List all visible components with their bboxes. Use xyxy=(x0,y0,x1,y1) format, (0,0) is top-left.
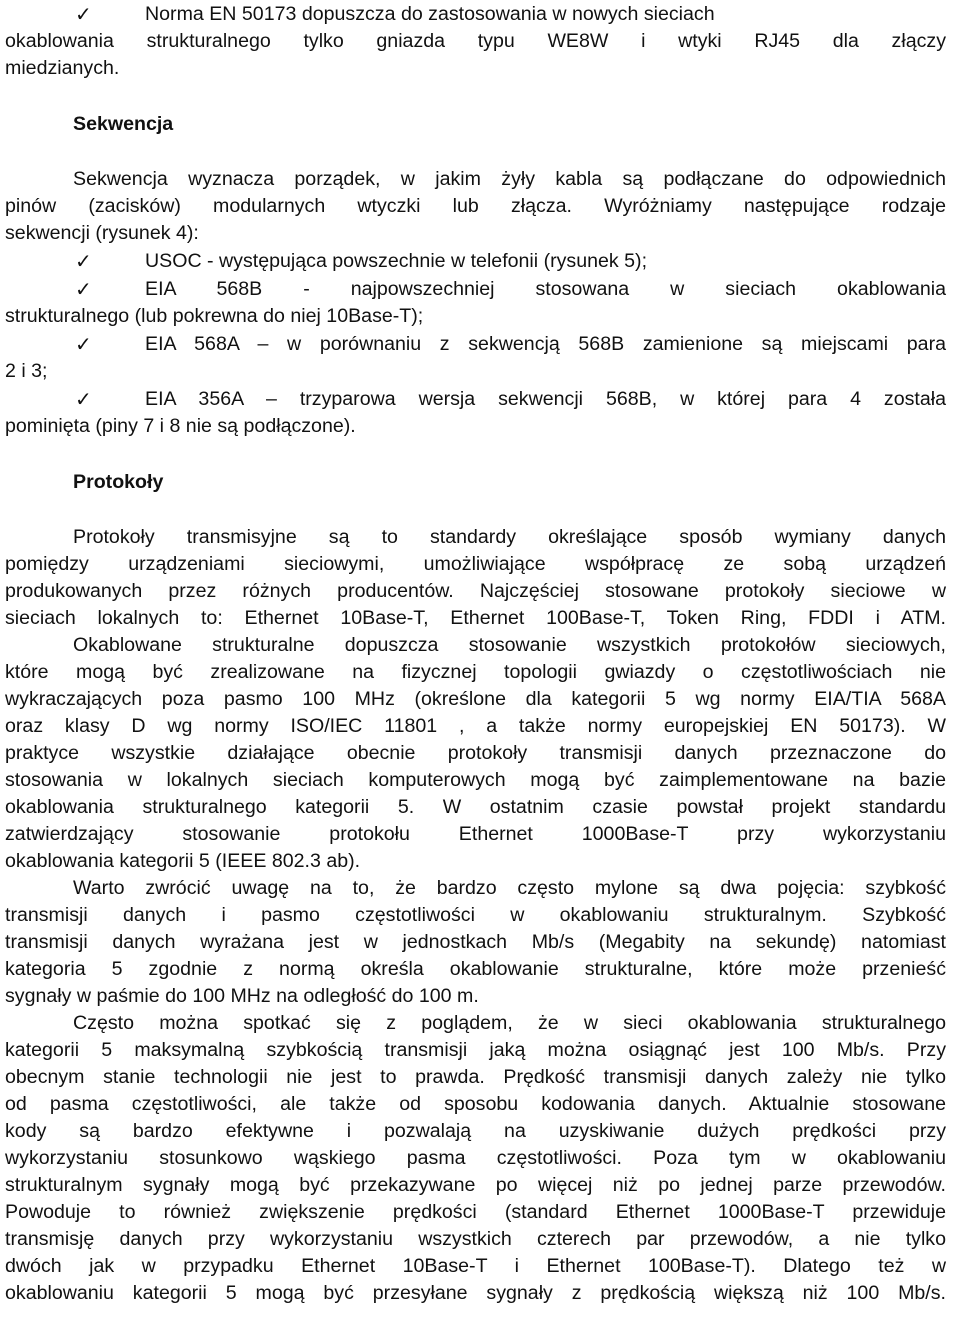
paragraph-line: dwóch jak w przypadku Ethernet 10Base-T i Ethernet 100Base-T). Dlatego też w xyxy=(5,1255,946,1277)
check-mark-icon: ✓ xyxy=(75,387,92,411)
paragraph-line: produkowanych przez różnych producentów. Najczęściej stosowane protokoły sieciowe w xyxy=(5,580,946,602)
intro-text-line: okablowania strukturalnego tylko gniazda typu WE8W i wtyki RJ45 dla złączy xyxy=(5,30,946,52)
paragraph-line: transmisji danych i pasmo częstotliwości w okablowaniu strukturalnym. Szybkość xyxy=(5,904,946,926)
paragraph-line: kody są bardzo efektywne i pozwalają na uzyskiwanie dużych prędkości przy xyxy=(5,1120,946,1142)
paragraph-line: stosowania w lokalnych sieciach komputerowych mogą być zaimplementowane na bazie xyxy=(5,769,946,791)
paragraph-line: Warto zwrócić uwagę na to, że bardzo często mylone są dwa pojęcia: szybkość xyxy=(73,877,946,899)
paragraph-line: oraz klasy D wg normy ISO/IEC 11801 , a także normy europejskiej EN 50173). W xyxy=(5,715,946,737)
bullet-continuation: strukturalnego (lub pokrewna do niej 10Base-T); xyxy=(5,305,424,327)
check-mark-icon: ✓ xyxy=(75,332,92,356)
paragraph-line: sekwencji (rysunek 4): xyxy=(5,222,199,244)
bullet-eia-568a: EIA 568A – w porównaniu z sekwencją 568B zamienione są miejscami para xyxy=(145,333,946,355)
paragraph-line: sieciach lokalnych to: Ethernet 10Base-T, Ethernet 100Base-T, Token Ring, FDDI i ATM. xyxy=(5,607,946,629)
paragraph-line: strukturalnym sygnały mogą być przekazywane po więcej niż po jednej parze przewodów. xyxy=(5,1174,946,1196)
bullet-continuation: 2 i 3; xyxy=(5,360,48,382)
paragraph-line: okablowania strukturalnego kategorii 5. W ostatnim czasie powstał projekt standardu xyxy=(5,796,946,818)
paragraph-line: transmisję danych przy wykorzystaniu wszystkich czterech par przewodów, a nie tylko xyxy=(5,1228,946,1250)
check-mark-icon: ✓ xyxy=(75,2,92,26)
intro-text-line: miedzianych. xyxy=(5,57,120,79)
paragraph-line: kategoria 5 zgodnie z normą określa okablowanie strukturalne, które może przenieść xyxy=(5,958,946,980)
section-heading-protokoly: Protokoły xyxy=(73,471,164,493)
bullet-eia-568b: EIA 568B - najpowszechniej stosowana w sieciach okablowania xyxy=(145,278,946,300)
paragraph-line: okablowaniu kategorii 5 mogą być przesyłane sygnały z prędkością większą niż 100 Mb/s. xyxy=(5,1282,946,1304)
paragraph-line: wykraczających poza pasmo 100 MHz (określone dla kategorii 5 wg normy EIA/TIA 568A xyxy=(5,688,946,710)
paragraph-line: kategorii 5 maksymalną szybkością transmisji jaką można osiągnąć jest 100 Mb/s. Przy xyxy=(5,1039,946,1061)
paragraph-line: obecnym stanie technologii nie jest to prawda. Prędkość transmisji danych zależy nie tylko xyxy=(5,1066,946,1088)
bullet-continuation: pominięta (piny 7 i 8 nie są podłączone). xyxy=(5,415,356,437)
paragraph-line: Okablowane strukturalne dopuszcza stosowanie wszystkich protokołów sieciowych, xyxy=(73,634,946,656)
paragraph-line: sygnały w paśmie do 100 MHz na odległość do 100 m. xyxy=(5,985,479,1007)
bullet-eia-356a: EIA 356A – trzyparowa wersja sekwencji 568B, w której para 4 została xyxy=(145,388,946,410)
paragraph-line: wykorzystaniu stosunkowo wąskiego pasma częstotliwości. Poza tym w okablowaniu xyxy=(5,1147,946,1169)
paragraph-line: które mogą być zrealizowane na fizycznej topologii gwiazdy o częstotliwościach nie xyxy=(5,661,946,683)
paragraph-line: Sekwencja wyznacza porządek, w jakim żyły kabla są podłączane do odpowiednich xyxy=(73,168,946,190)
check-mark-icon: ✓ xyxy=(75,249,92,273)
paragraph-line: zatwierdzający stosowanie protokołu Ethernet 1000Base-T przy wykorzystaniu xyxy=(5,823,946,845)
bullet-usoc: USOC - występująca powszechnie w telefonii (rysunek 5); xyxy=(145,250,648,272)
paragraph-line: okablowania kategorii 5 (IEEE 802.3 ab). xyxy=(5,850,361,872)
paragraph-line: pinów (zacisków) modularnych wtyczki lub złącza. Wyróżniamy następujące rodzaje xyxy=(5,195,946,217)
paragraph-line: Często można spotkać się z poglądem, że w sieci okablowania strukturalnego xyxy=(73,1012,946,1034)
paragraph-line: praktyce wszystkie działające obecnie protokoły transmisji danych przeznaczone do xyxy=(5,742,946,764)
paragraph-line: Powoduje to również zwiększenie prędkości (standard Ethernet 1000Base-T przewiduje xyxy=(5,1201,946,1223)
paragraph-line: Protokoły transmisyjne są to standardy określające sposób wymiany danych xyxy=(73,526,946,548)
section-heading-sekwencja: Sekwencja xyxy=(73,113,174,135)
paragraph-line: pomiędzy urządzeniami sieciowymi, umożliwiające współpracę ze sobą urządzeń xyxy=(5,553,946,575)
intro-bullet-text: Norma EN 50173 dopuszcza do zastosowania w nowych sieciach xyxy=(145,3,715,25)
paragraph-line: transmisji danych wyrażana jest w jednostkach Mb/s (Megabity na sekundę) natomiast xyxy=(5,931,946,953)
paragraph-line: od pasma częstotliwości, ale także od sposobu kodowania danych. Aktualnie stosowane xyxy=(5,1093,946,1115)
check-mark-icon: ✓ xyxy=(75,277,92,301)
